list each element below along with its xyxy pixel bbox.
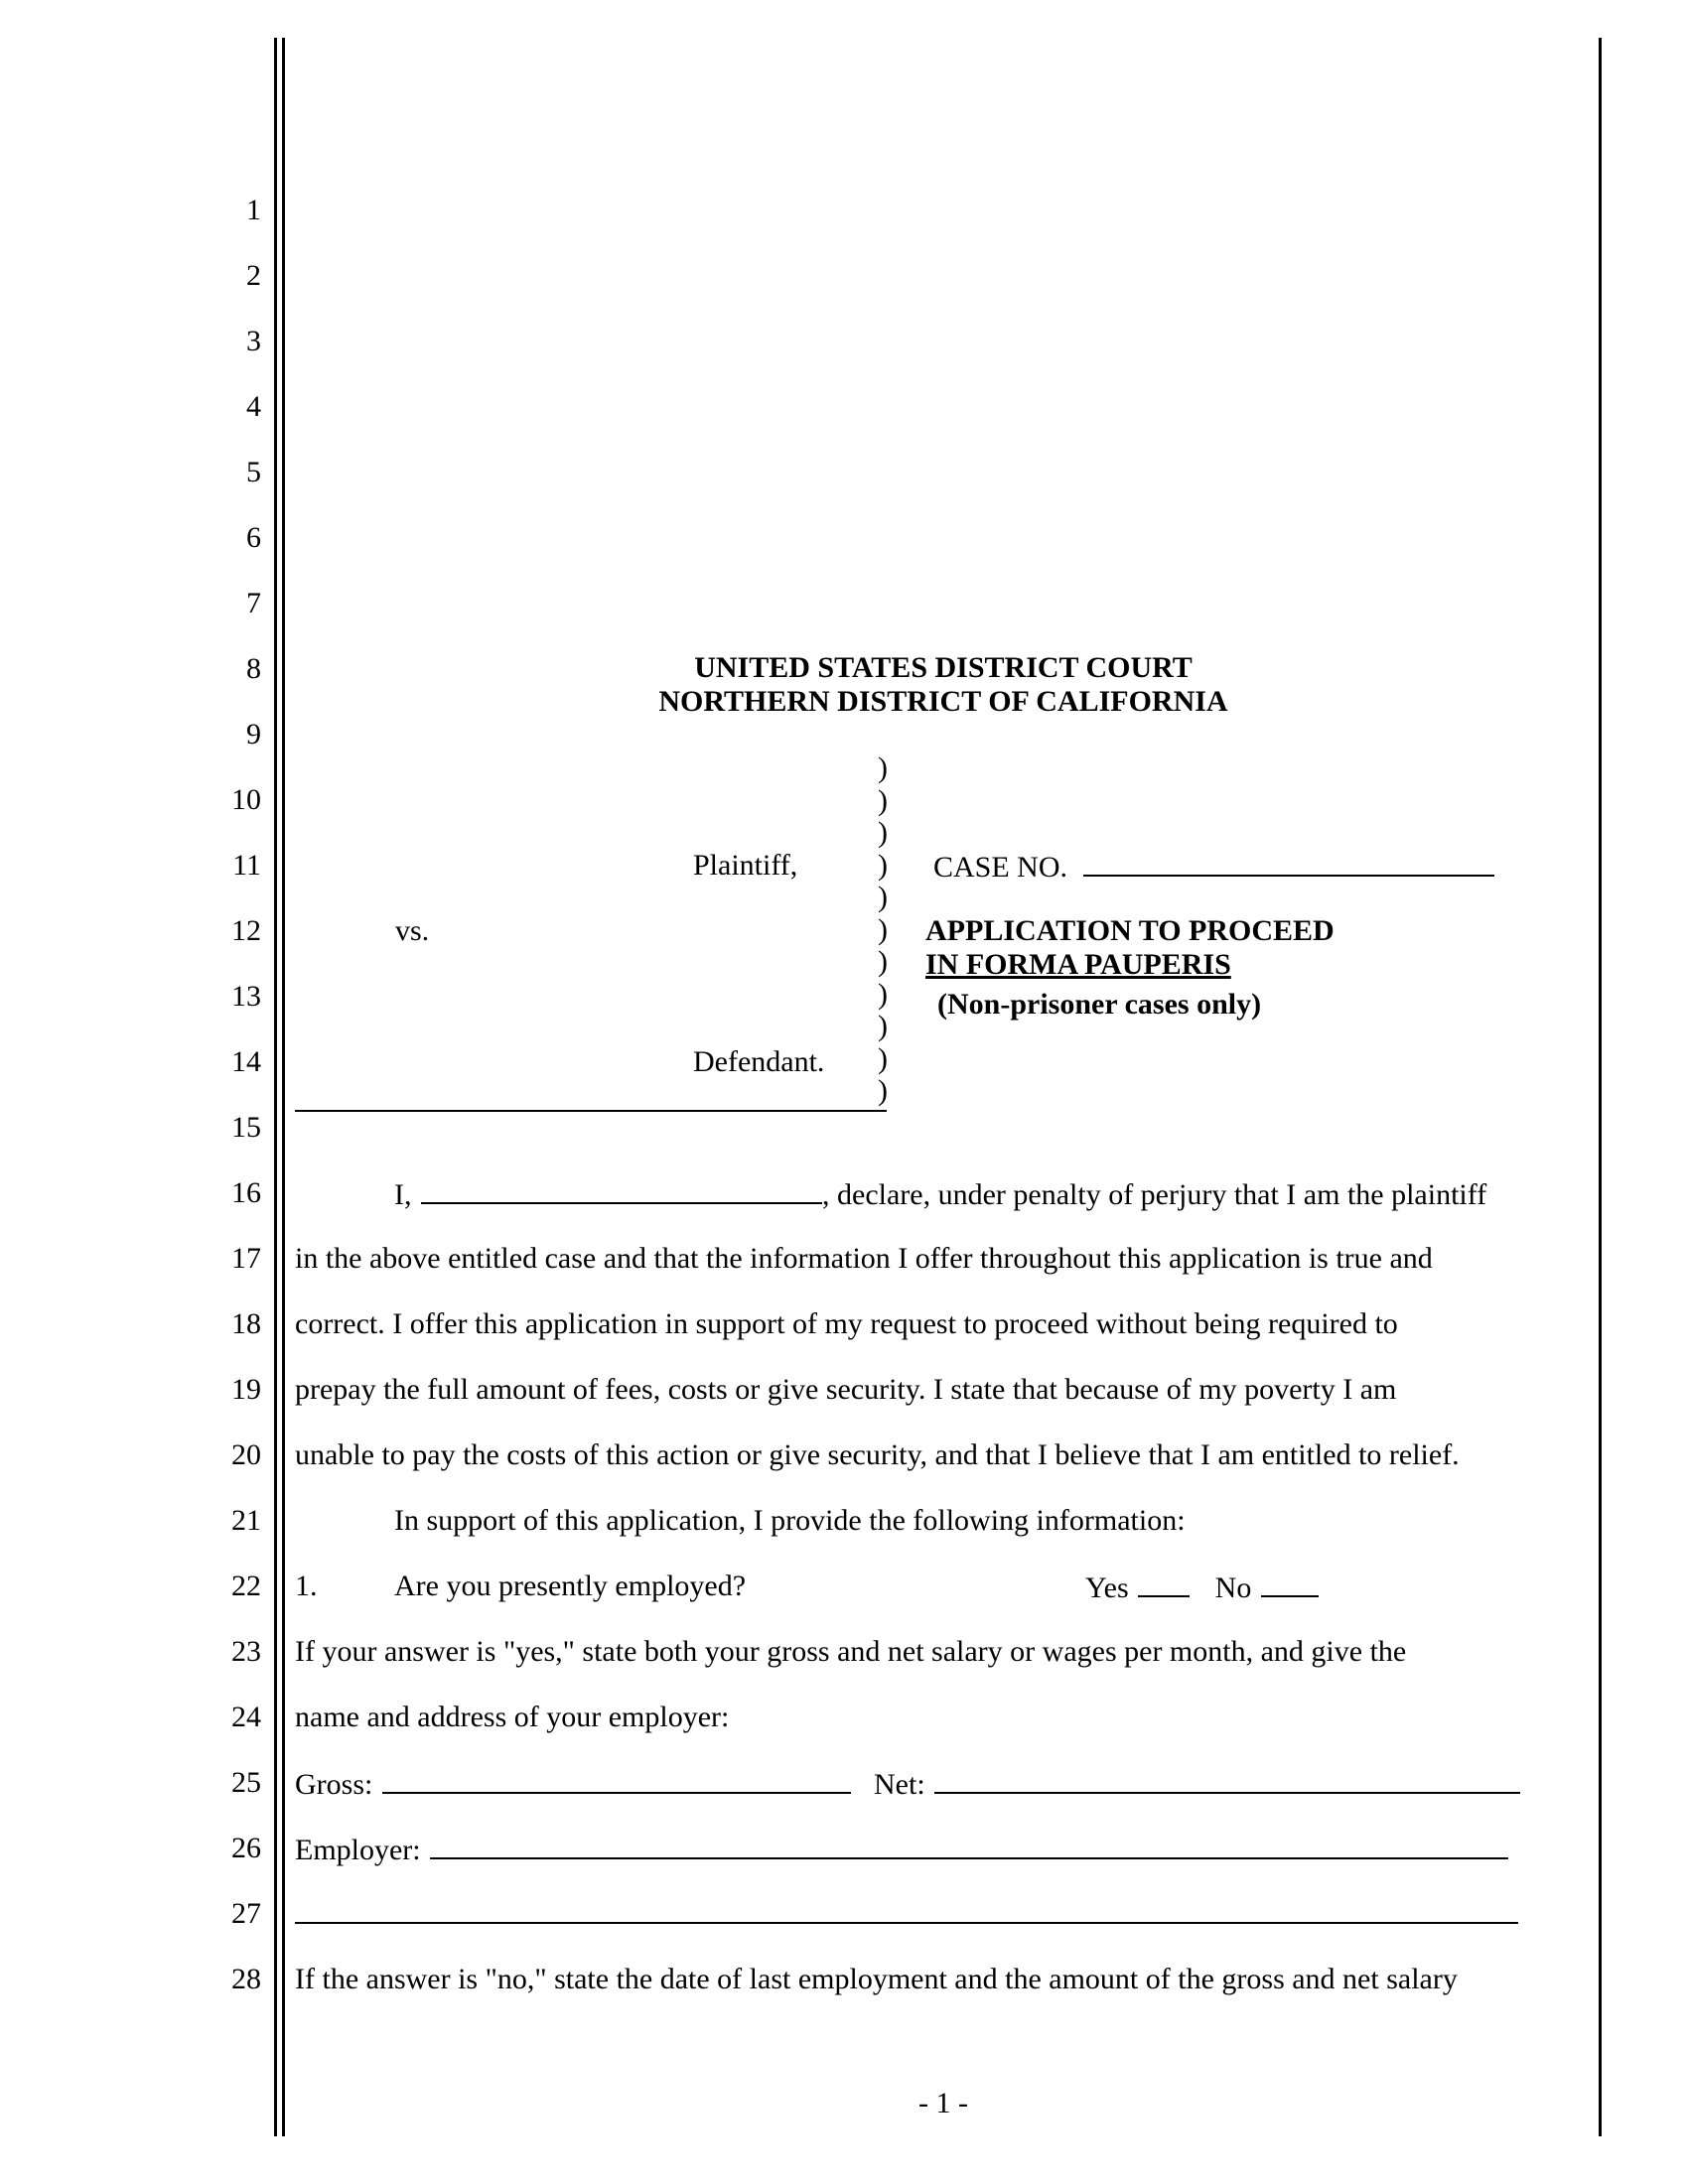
line-number: 6	[246, 521, 261, 554]
declaration-line20: unable to pay the costs of this action or give security, and that I believe that I am entitled to relief.	[295, 1438, 1460, 1471]
line-number: 23	[231, 1635, 261, 1668]
line-number: 26	[231, 1832, 261, 1864]
line-number: 20	[231, 1438, 261, 1471]
line-number: 13	[231, 980, 261, 1013]
line-number: 14	[231, 1045, 261, 1078]
net-row	[874, 1768, 1520, 1800]
line-number: 3	[246, 325, 261, 357]
employer-row	[295, 1834, 1508, 1865]
line-number: 16	[231, 1176, 261, 1209]
line-number: 9	[246, 718, 261, 751]
case-number-row	[933, 851, 1494, 883]
court-district: NORTHERN DISTRICT OF CALIFORNIA	[658, 685, 1228, 718]
declaration-line19: prepay the full amount of fees, costs or give security. I state that because of my poverty I am	[295, 1373, 1397, 1406]
net-field[interactable]	[934, 1768, 1520, 1794]
declaration-line16	[394, 1178, 1486, 1210]
line-number: 28	[231, 1963, 261, 1995]
employer-label: Employer:	[295, 1834, 421, 1866]
line-number: 17	[231, 1242, 261, 1275]
line-number: 25	[231, 1766, 261, 1799]
declaration-suffix: , declare, under penalty of perjury that I am the plaintiff	[822, 1178, 1487, 1211]
line-number: 5	[246, 456, 261, 488]
employer-address-field[interactable]	[295, 1922, 1518, 1924]
declaration-prefix: I,	[394, 1178, 412, 1211]
line-number: 7	[246, 587, 261, 619]
gross-row	[295, 1768, 851, 1800]
case-number-field[interactable]	[1083, 851, 1494, 877]
line-number: 27	[231, 1897, 261, 1930]
yes-label: Yes	[1085, 1571, 1129, 1604]
declaration-line17: in the above entitled case and that the information I offer throughout this application is true and	[295, 1242, 1433, 1275]
question1-number: 1.	[295, 1570, 318, 1602]
line-number: 1	[246, 194, 261, 226]
line-number: 19	[231, 1373, 261, 1406]
plaintiff-label: Plaintiff,	[693, 849, 798, 882]
employed-yes-no	[1085, 1571, 1319, 1603]
line-number: 4	[246, 390, 261, 423]
line-number: 24	[231, 1701, 261, 1733]
caption-underline	[295, 1110, 887, 1112]
line-number: 2	[246, 259, 261, 292]
declaration-line18: correct. I offer this application in support of my request to proceed without being required to	[295, 1307, 1398, 1340]
declarant-name-field[interactable]	[421, 1178, 822, 1204]
employed-no-field[interactable]	[1261, 1571, 1319, 1597]
line-number: 10	[231, 783, 261, 816]
line-number: 21	[231, 1504, 261, 1537]
document-title-line1: APPLICATION TO PROCEED	[925, 914, 1335, 947]
question1-text: Are you presently employed?	[394, 1570, 747, 1602]
caption-parentheses: ) ) ) ) ) ) ) ) ) ) )	[878, 751, 888, 1107]
question1-line23: If your answer is "yes," state both your gross and net salary or wages per month, and give the	[295, 1635, 1407, 1668]
question1-line24: name and address of your employer:	[295, 1701, 730, 1733]
net-label: Net:	[874, 1768, 925, 1801]
employer-field[interactable]	[430, 1834, 1508, 1859]
declaration-line21: In support of this application, I provide the following information:	[394, 1504, 1186, 1537]
right-margin-rule	[1599, 38, 1602, 2136]
court-name: UNITED STATES DISTRICT COURT	[694, 651, 1193, 684]
line-number: 11	[232, 849, 261, 882]
gross-field[interactable]	[382, 1768, 851, 1794]
page-number: - 1 -	[918, 2087, 968, 2119]
line-number: 8	[246, 652, 261, 685]
line-number: 12	[231, 914, 261, 947]
question1-line28: If the answer is "no," state the date of last employment and the amount of the gross and net salary	[295, 1963, 1458, 1995]
no-label: No	[1214, 1571, 1252, 1604]
line-number: 15	[231, 1111, 261, 1144]
gross-label: Gross:	[295, 1768, 373, 1801]
line-number: 22	[231, 1570, 261, 1602]
employed-yes-field[interactable]	[1138, 1571, 1190, 1597]
left-margin-rule-outer	[274, 38, 277, 2136]
line-number: 18	[231, 1307, 261, 1340]
document-subtitle: (Non-prisoner cases only)	[937, 988, 1262, 1021]
case-number-label: CASE NO.	[933, 851, 1068, 884]
defendant-label: Defendant.	[693, 1045, 825, 1078]
document-title-line2: IN FORMA PAUPERIS	[925, 948, 1231, 981]
vs-label: vs.	[395, 914, 430, 947]
left-margin-rule-inner	[282, 38, 285, 2136]
